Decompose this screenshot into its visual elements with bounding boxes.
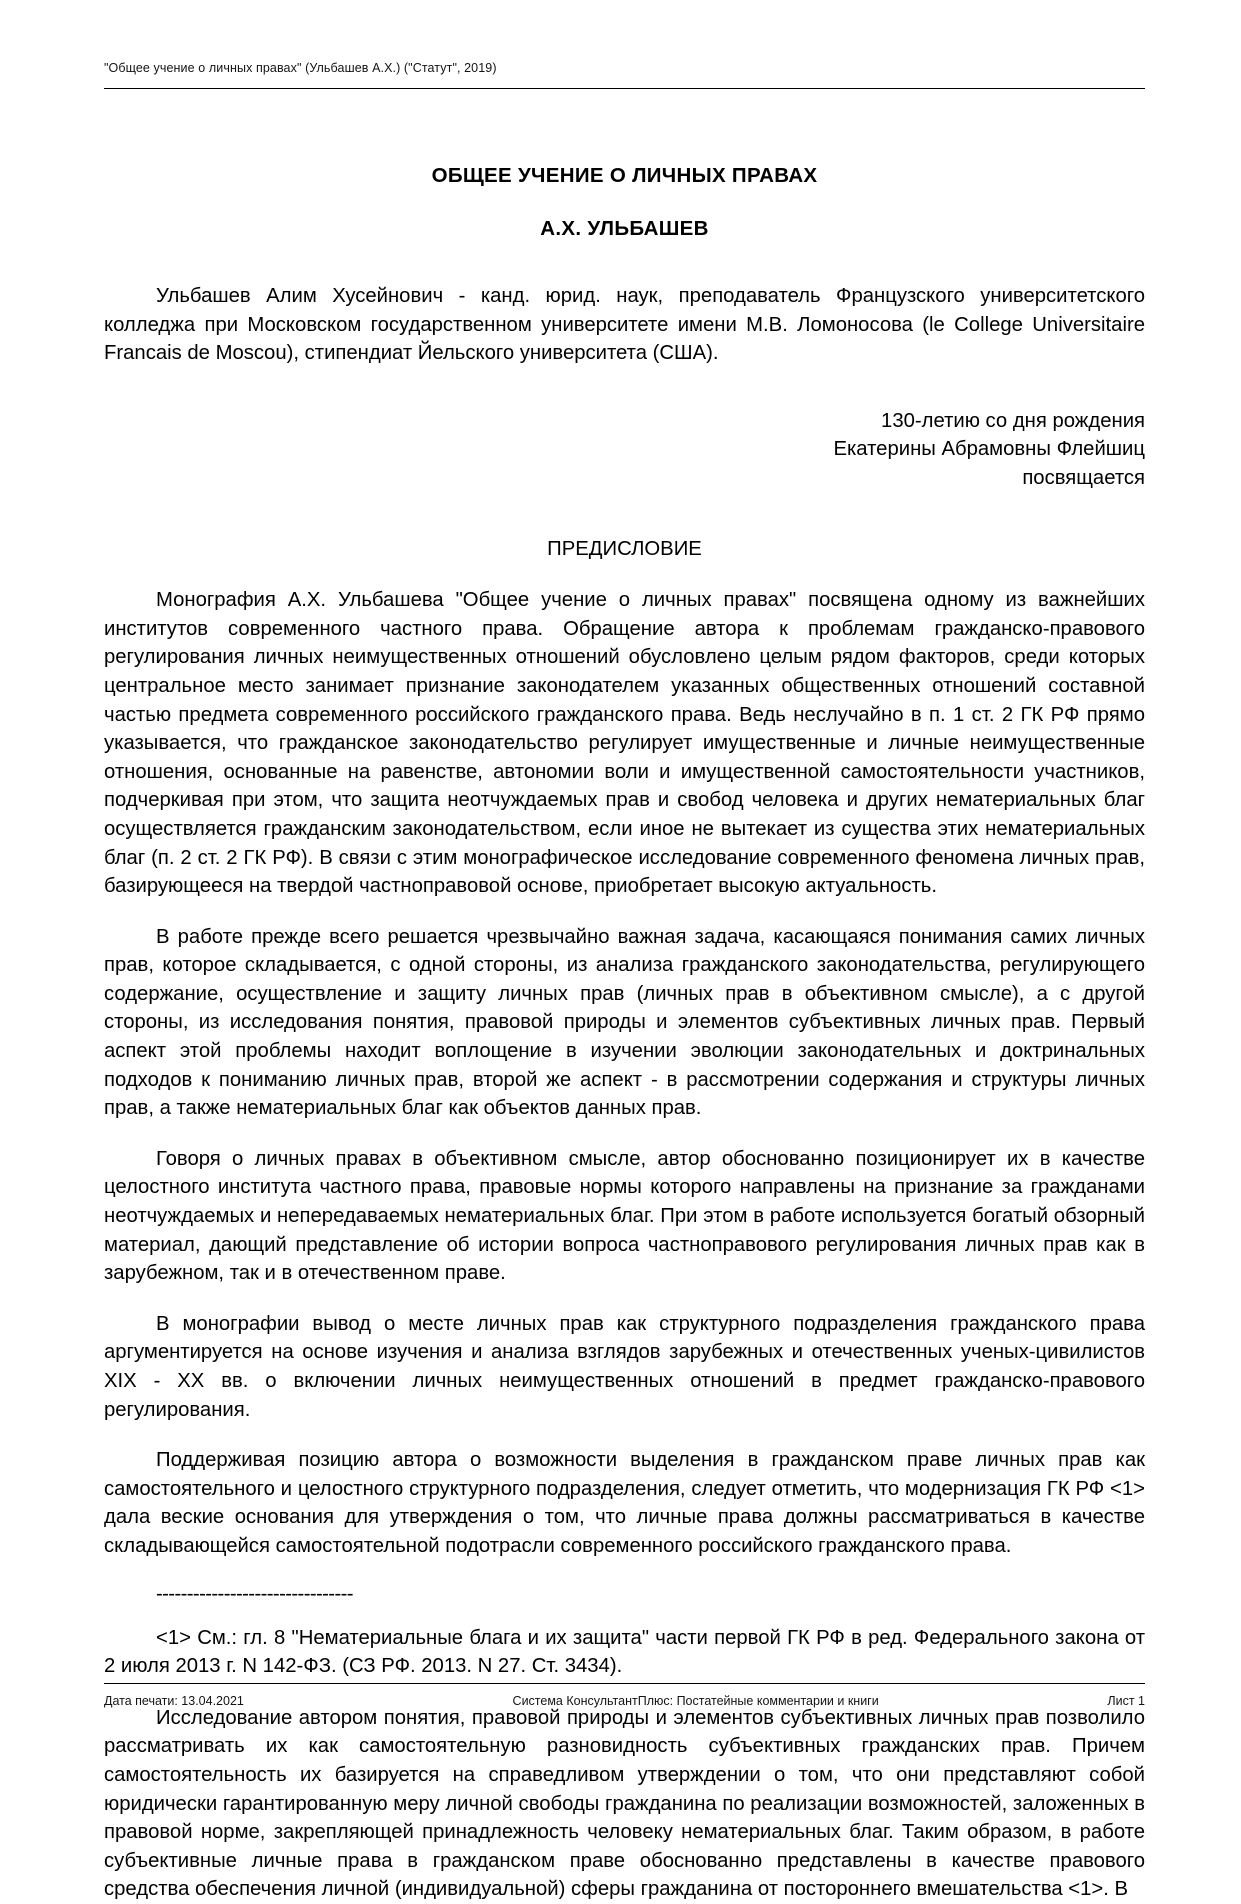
author-bio-text: Ульбашев Алим Хусейнович - канд. юрид. наук, преподаватель Французского университетского колледжа при Московском государственном университете имени М.В. Ломоносова (le College Universitaire Francais de Moscou), стипендиат Йельского университета (США).	[104, 285, 1145, 365]
preface-body	[104, 586, 1145, 1560]
footer-divider	[104, 1683, 1145, 1684]
footer-page-number: Лист 1	[1107, 1694, 1145, 1708]
author-name: А.Х. УЛЬБАШЕВ	[540, 217, 709, 240]
paragraph: В монографии вывод о месте личных прав как структурного подразделения гражданского права аргументируется на основе изучения и анализа взглядов зарубежных и отечественных ученых-цивилистов XIX - XX вв. о включении личных неимущественных отношений в предмет гражданско-правового регулирования.	[104, 1312, 1145, 1421]
page-footer	[104, 1683, 1145, 1709]
paragraph: Исследование автором понятия, правовой природы и элементов субъективных личных прав позволило рассматривать их как самостоятельную разновидность субъективных гражданских прав. Причем самостоятельность их базируется на справедливом утверждении о том, что они представляют собой юридически гарантированную меру личной свободы гражданина по реализации возможностей, заложенных в правовой норме, закрепляющей принадлежность человеку нематериальных благ. Таким образом, в работе субъективные личные права в гражданском праве обоснованно представлены в качестве правового средства обеспечения личной (индивидуальной) сферы гражданина от постороннего вмешательства <1>. В	[104, 1706, 1145, 1901]
footnote-text: <1> См.: гл. 8 "Нематериальные блага и их защита" части первой ГК РФ в ред. Федерального закона от 2 июля 2013 г. N 142-ФЗ. (СЗ РФ. 2013. N 27. Ст. 3434).	[104, 1626, 1145, 1678]
dedication-block	[104, 407, 1145, 493]
title-block	[104, 163, 1145, 242]
dedication-line-3: посвящается	[1022, 466, 1145, 489]
paragraph: Поддерживая позицию автора о возможности выделения в гражданском праве личных прав как самостоятельного и целостного структурного подразделения, следует отметить, что модернизация ГК РФ <1> дала веские основания для утверждения о том, что личные права должны рассматриваться в качестве складывающейся самостоятельной подотрасли современного российского гражданского права.	[104, 1449, 1145, 1557]
footer-system-name: Система КонсультантПлюс: Постатейные комментарии и книги	[512, 1694, 879, 1708]
paragraph: Говоря о личных правах в объективном смысле, автор обоснованно позиционирует их в качестве целостного института частного права, правовые нормы которого направлены на признание за гражданами неотчуждаемых и непередаваемых нематериальных благ. При этом в работе используется богатый обзорный материал, дающий представление об истории вопроса частноправового регулирования личных прав как в зарубежном, так и в отечественном праве.	[104, 1147, 1145, 1285]
paragraph: В работе прежде всего решается чрезвычайно важная задача, касающаяся понимания самих личных прав, которое складывается, с одной стороны, из анализа гражданского законодательства, регулирующего содержание, осуществление и защиту личных прав (личных прав в объективном смысле), а с другой стороны, из исследования понятия, правовой природы и элементов субъективных личных прав. Первый аспект этой проблемы находит воплощение в изучении эволюции законодательных и доктринальных подходов к пониманию личных прав, второй же аспект - в рассмотрении содержания и структуры личных прав, а также нематериальных благ как объектов данных прав.	[104, 925, 1145, 1120]
footnote-separator: --------------------------------	[156, 1582, 353, 1605]
paragraph: Монография А.Х. Ульбашева "Общее учение о личных правах" посвящена одному из важнейших институтов современного частного права. Обращение автора к проблемам гражданско-правового регулирования личных неимущественных отношений обусловлено целым рядом факторов, среди которых центральное место занимает признание законодателем указанных общественных отношений составной частью предмета современного российского гражданского права. Ведь неслучайно в п. 1 ст. 2 ГК РФ прямо указывается, что гражданское законодательство регулирует имущественные и личные неимущественные отношения, основанные на равенстве, автономии воли и имущественной самостоятельности участников, подчеркивая при этом, что защита неотчуждаемых прав и свобод человека и других нематериальных благ осуществляется гражданским законодательством, если иное не вытекает из существа этих нематериальных благ (п. 2 ст. 2 ГК РФ). В связи с этим монографическое исследование современного феномена личных прав, базирующееся на твердой частноправовой основе, приобретает высокую актуальность.	[104, 589, 1145, 898]
footer-print-date: Дата печати: 13.04.2021	[104, 1694, 244, 1708]
section-heading-preface: ПРЕДИСЛОВИЕ	[547, 537, 702, 560]
page-title: ОБЩЕЕ УЧЕНИЕ О ЛИЧНЫХ ПРАВАХ	[431, 164, 818, 187]
footnote-block	[104, 1624, 1145, 1681]
preface-body-continued	[104, 1704, 1145, 1904]
running-header: "Общее учение о личных правах" (Ульбашев А.Х.) ("Статут", 2019)	[104, 61, 497, 75]
dedication-line-2: Екатерины Абрамовны Флейшиц	[833, 438, 1145, 461]
dedication-line-1: 130-летию со дня рождения	[881, 409, 1145, 432]
header-divider	[104, 88, 1145, 89]
author-bio	[104, 282, 1145, 368]
